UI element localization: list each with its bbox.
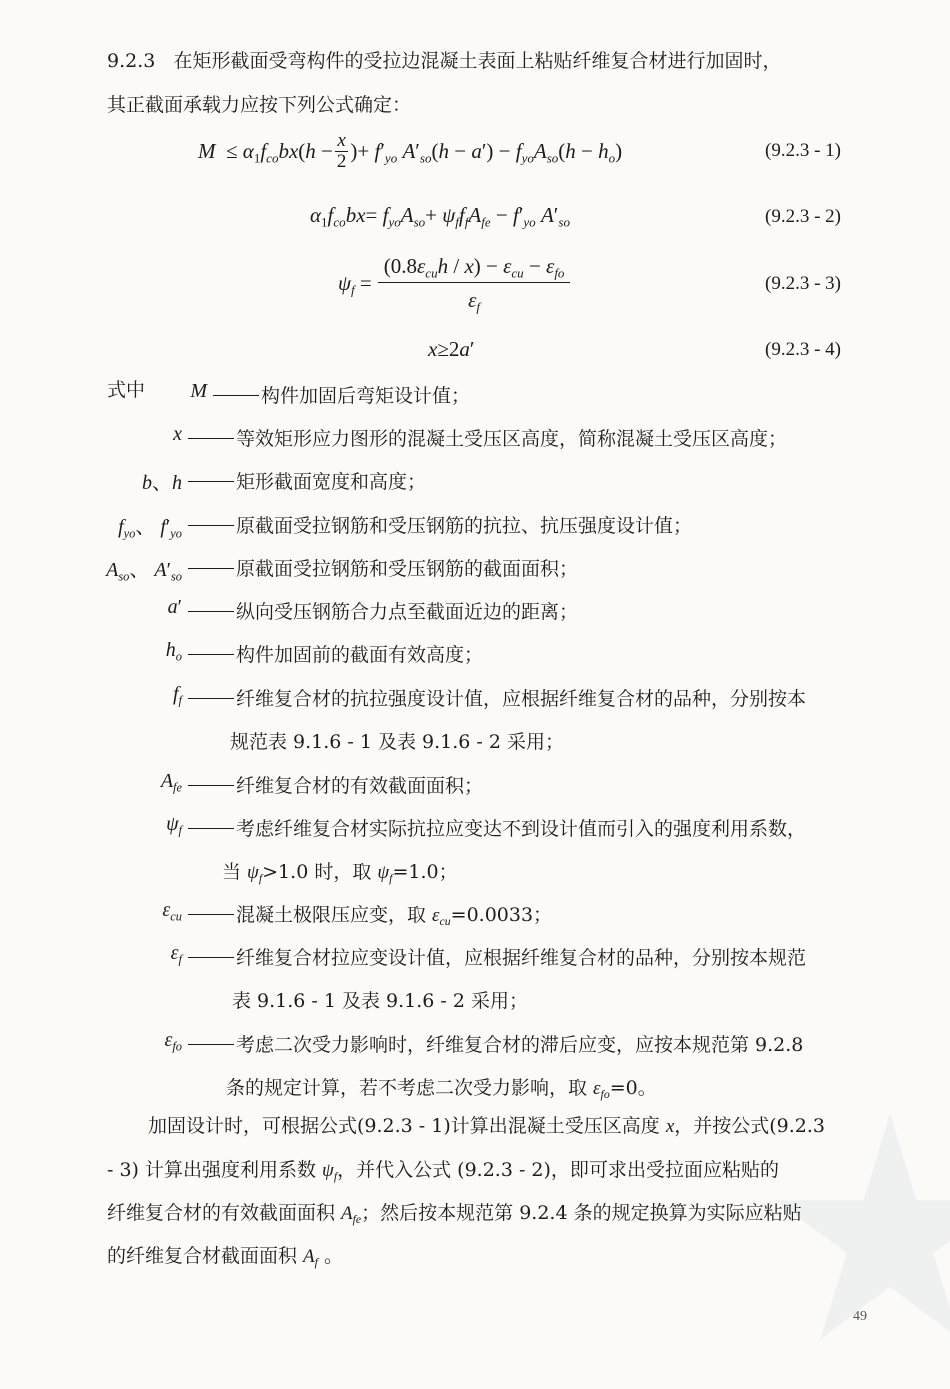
section-intro-line1: 9.2.3 在矩形截面受弯构件的受拉边混凝土表面上粘贴纤维复合材进行加固时， xyxy=(107,50,782,72)
closing-line-4: 的纤维复合材截面面积 $A_f$ 。 xyxy=(107,1245,343,1270)
definition-eps-fo: 考虑二次受力影响时，纤维复合材的滞后应变，应按本规范第 9.2.8 xyxy=(186,1030,803,1057)
closing-line-2: - 3) 计算出强度利用系数 $\psi_f$，并代入公式 (9.2.3 - 2)，即可求出受拉面应粘贴的 xyxy=(107,1159,779,1184)
symbol-M: M xyxy=(190,380,207,402)
definition-ho: 构件加固前的截面有效高度； xyxy=(186,640,483,667)
equation-1: $M \le \alpha_1f_{co}bx(h$ − $\frac{x}{2}$ )+ $f'_{yo}$ $A'_{so}(h - a') - f_{yo}A_{so}(h - h_o)$ xyxy=(198,129,623,172)
equation-3-label: (9.2.3 - 3) xyxy=(765,273,841,294)
closing-line-1: 加固设计时，可根据公式(9.2.3 - 1)计算出混凝土受压区高度 x，并按公式(9.2.3 xyxy=(148,1115,826,1137)
symbol-eps-cu: $\varepsilon_{cu}$ xyxy=(162,899,182,924)
definition-x: 等效矩形应力图形的混凝土受压区高度，简称混凝土受压区高度； xyxy=(186,424,787,451)
symbol-psi-f: $\psi_f$ xyxy=(166,813,182,838)
symbol-ff: $f_f$ xyxy=(172,683,182,708)
symbol-fyo: $f_{yo}$、 $f'_{yo}$ xyxy=(118,516,182,541)
equation-1-label: (9.2.3 - 1) xyxy=(765,140,841,161)
definition-psi-f-cont: 当 $\psi_f>1.0$ 时，取 $\psi_f=1.0$； xyxy=(222,861,458,886)
closing-line-3: 纤维复合材的有效截面面积 $A_{fe}$；然后按本规范第 9.2.4 条的规定换算为实际应粘贴 xyxy=(107,1202,802,1227)
definition-fyo: 原截面受拉钢筋和受压钢筋的抗拉、抗压强度设计值； xyxy=(186,511,692,538)
symbol-eps-f: $\varepsilon_f$ xyxy=(170,942,182,967)
definition-Aso: 原截面受拉钢筋和受压钢筋的截面面积； xyxy=(186,554,578,581)
definition-ff: 纤维复合材的抗拉强度设计值，应根据纤维复合材的品种，分别按本 xyxy=(186,684,806,711)
symbol-b-h: b、h xyxy=(142,472,182,494)
where-label: 式中 xyxy=(107,379,146,401)
definition-ff-cont: 规范表 9.1.6 - 1 及表 9.1.6 - 2 采用； xyxy=(230,731,565,753)
definition-psi-f: 考虑纤维复合材实际抗拉应变达不到设计值而引入的强度利用系数， xyxy=(186,814,806,841)
definition-Afe: 纤维复合材的有效截面面积； xyxy=(186,771,483,798)
symbol-ho: $h_o$ xyxy=(165,639,182,664)
page-number: 49 xyxy=(853,1309,867,1324)
section-number: 9.2.3 xyxy=(107,50,156,72)
symbol-a-prime: a′ xyxy=(167,596,182,618)
definition-eps-fo-cont: 条的规定计算，若不考虑二次受力影响，取 $\varepsilon_{fo}=0$。 xyxy=(226,1077,657,1102)
equation-2-label: (9.2.3 - 2) xyxy=(765,206,841,227)
symbol-Afe: $A_{fe}$ xyxy=(160,770,182,795)
definition-eps-cu: 混凝土极限压应变，取 $\varepsilon_{cu}=0.0033$； xyxy=(186,900,552,927)
definition-M: 构件加固后弯矩设计值； xyxy=(211,381,470,408)
definition-eps-f: 纤维复合材拉应变设计值，应根据纤维复合材的品种，分别按本规范 xyxy=(186,943,806,970)
equation-3: $\psi_f$ = $\frac{(0.8\varepsilon_{cu}h / x) - \varepsilon_{cu} - \varepsilon_{fo}}{\varepsilon_f}$ xyxy=(338,252,570,314)
definition-b-h: 矩形截面宽度和高度； xyxy=(186,467,426,494)
symbol-Aso: $A_{so}$、 $A'_{so}$ xyxy=(106,559,182,584)
definition-a-prime: 纵向受压钢筋合力点至截面近边的距离； xyxy=(186,597,578,624)
symbol-eps-fo: $\varepsilon_{fo}$ xyxy=(164,1029,182,1054)
definition-eps-f-cont: 表 9.1.6 - 1 及表 9.1.6 - 2 采用； xyxy=(232,990,529,1012)
symbol-x: x xyxy=(173,423,182,445)
equation-2: $\alpha_1f_{co}bx= f_{yo}A_{so}+ \psi_ff_fA_{fe} - f'_{yo}$ $A'_{so}$ xyxy=(310,203,570,230)
equation-4: x≥2a′ xyxy=(428,337,475,361)
equation-4-label: (9.2.3 - 4) xyxy=(765,339,841,360)
section-intro-line2: 其正截面承载力应按下列公式确定： xyxy=(107,94,412,116)
